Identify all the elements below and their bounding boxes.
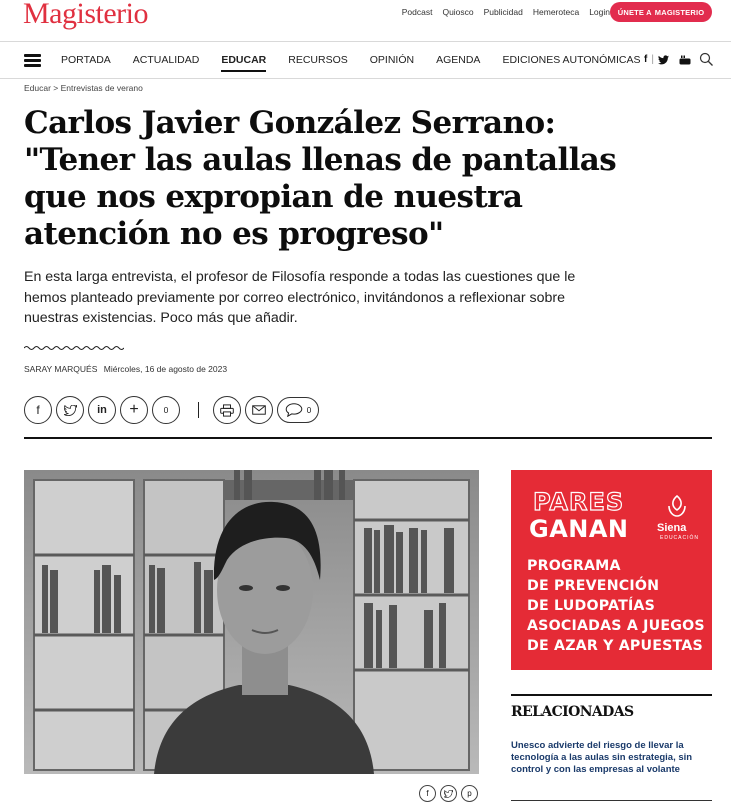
print-icon[interactable] <box>213 396 241 424</box>
nav-item-ediciones[interactable]: EDICIONES AUTONÓMICAS <box>502 54 641 66</box>
top-links <box>402 7 610 17</box>
menu-icon[interactable] <box>24 54 41 67</box>
link-hemeroteca[interactable]: Hemeroteca <box>532 7 580 17</box>
twitter-icon[interactable] <box>658 55 669 65</box>
portrait-image <box>24 470 479 774</box>
ad-line2: GANAN <box>529 515 629 543</box>
related-rule <box>511 694 712 696</box>
related-item[interactable]: Unesco advierte del riesgo de llevar la tecnología a las aulas sin estrategia, sin control y con las empresas al volante <box>511 740 693 775</box>
join-brand: MAGISTERIO <box>654 7 705 17</box>
more-share-icon[interactable]: + <box>120 396 148 424</box>
related-item-divider <box>511 800 712 801</box>
article-lead: En esta larga entrevista, el profesor de Filosofía responde a todas las cuestiones que le hemos planteado previamente por correo electrónico, invitándonos a reflexionar sobre nuestras existencias. Poco más que añadir. <box>24 269 576 326</box>
social-links <box>644 54 691 65</box>
facebook-share-icon[interactable]: f <box>24 396 52 424</box>
ad-body <box>527 556 705 656</box>
comment-count: 0 <box>306 405 312 415</box>
ad-body-line: DE LUDOPATÍAS <box>527 598 656 614</box>
nav-item-recursos[interactable]: RECURSOS <box>288 54 348 66</box>
youtube-icon[interactable] <box>679 55 691 65</box>
byline <box>24 364 227 374</box>
twitter-share-icon[interactable] <box>56 396 84 424</box>
search-icon[interactable] <box>699 52 714 67</box>
link-login[interactable]: Login <box>589 7 610 17</box>
nav-items <box>61 54 663 72</box>
nav-item-opinion[interactable]: OPINIÓN <box>369 54 415 66</box>
share-separator <box>198 402 199 418</box>
comments-button[interactable] <box>277 397 319 423</box>
nav-item-educar[interactable]: EDUCAR <box>221 54 266 72</box>
article-title: Carlos Javier González Serrano: "Tener las aulas llenas de pantallas que nos expropian de nuestra atención no es progreso" <box>24 105 617 252</box>
photo-pinterest-icon[interactable]: p <box>461 785 478 802</box>
breadcrumb[interactable]: Educar > Entrevistas de verano <box>24 83 143 93</box>
join-button[interactable] <box>610 2 712 22</box>
ad-body-line: PROGRAMA <box>527 558 621 574</box>
ad-brand-sub: EDUCACIÓN <box>660 535 700 541</box>
site-logo[interactable]: Magisterio <box>23 0 148 30</box>
ad-body-line: DE PREVENCIÓN <box>527 578 660 594</box>
share-bar <box>24 395 319 425</box>
facebook-icon[interactable]: f <box>644 54 648 65</box>
related-heading: RELACIONADAS <box>511 704 634 720</box>
nav-item-actualidad[interactable]: ACTUALIDAD <box>132 54 200 66</box>
ad-body-line: DE AZAR Y APUESTAS <box>527 638 703 654</box>
ad-body-line: ASOCIADAS A JUEGOS <box>527 618 705 634</box>
ad-line1: PARES <box>533 488 625 516</box>
top-header <box>0 0 731 42</box>
share-count: 0 <box>152 396 180 424</box>
ad-banner[interactable] <box>511 470 712 670</box>
link-quiosco[interactable]: Quiosco <box>442 7 474 17</box>
decorative-wave <box>24 343 124 353</box>
author-name[interactable]: SARAY MARQUÉS <box>24 364 98 374</box>
nav-item-portada[interactable]: PORTADA <box>61 54 111 66</box>
ad-brand: Siena <box>657 522 687 534</box>
section-rule <box>24 437 712 439</box>
article-photo <box>24 470 479 774</box>
publish-date: Miércoles, 16 de agosto de 2023 <box>103 364 228 374</box>
link-publicidad[interactable]: Publicidad <box>483 7 523 17</box>
photo-twitter-icon[interactable] <box>440 785 457 802</box>
photo-facebook-icon[interactable]: f <box>419 785 436 802</box>
photo-share <box>419 785 478 802</box>
main-nav <box>0 41 731 79</box>
email-icon[interactable] <box>245 396 273 424</box>
social-separator: | <box>651 54 654 65</box>
comment-icon <box>285 403 303 417</box>
link-podcast[interactable]: Podcast <box>401 7 433 17</box>
siena-logo-icon <box>666 494 688 518</box>
join-prefix: ÚNETE A <box>617 7 652 17</box>
linkedin-share-icon[interactable]: in <box>88 396 116 424</box>
nav-item-agenda[interactable]: AGENDA <box>436 54 481 66</box>
